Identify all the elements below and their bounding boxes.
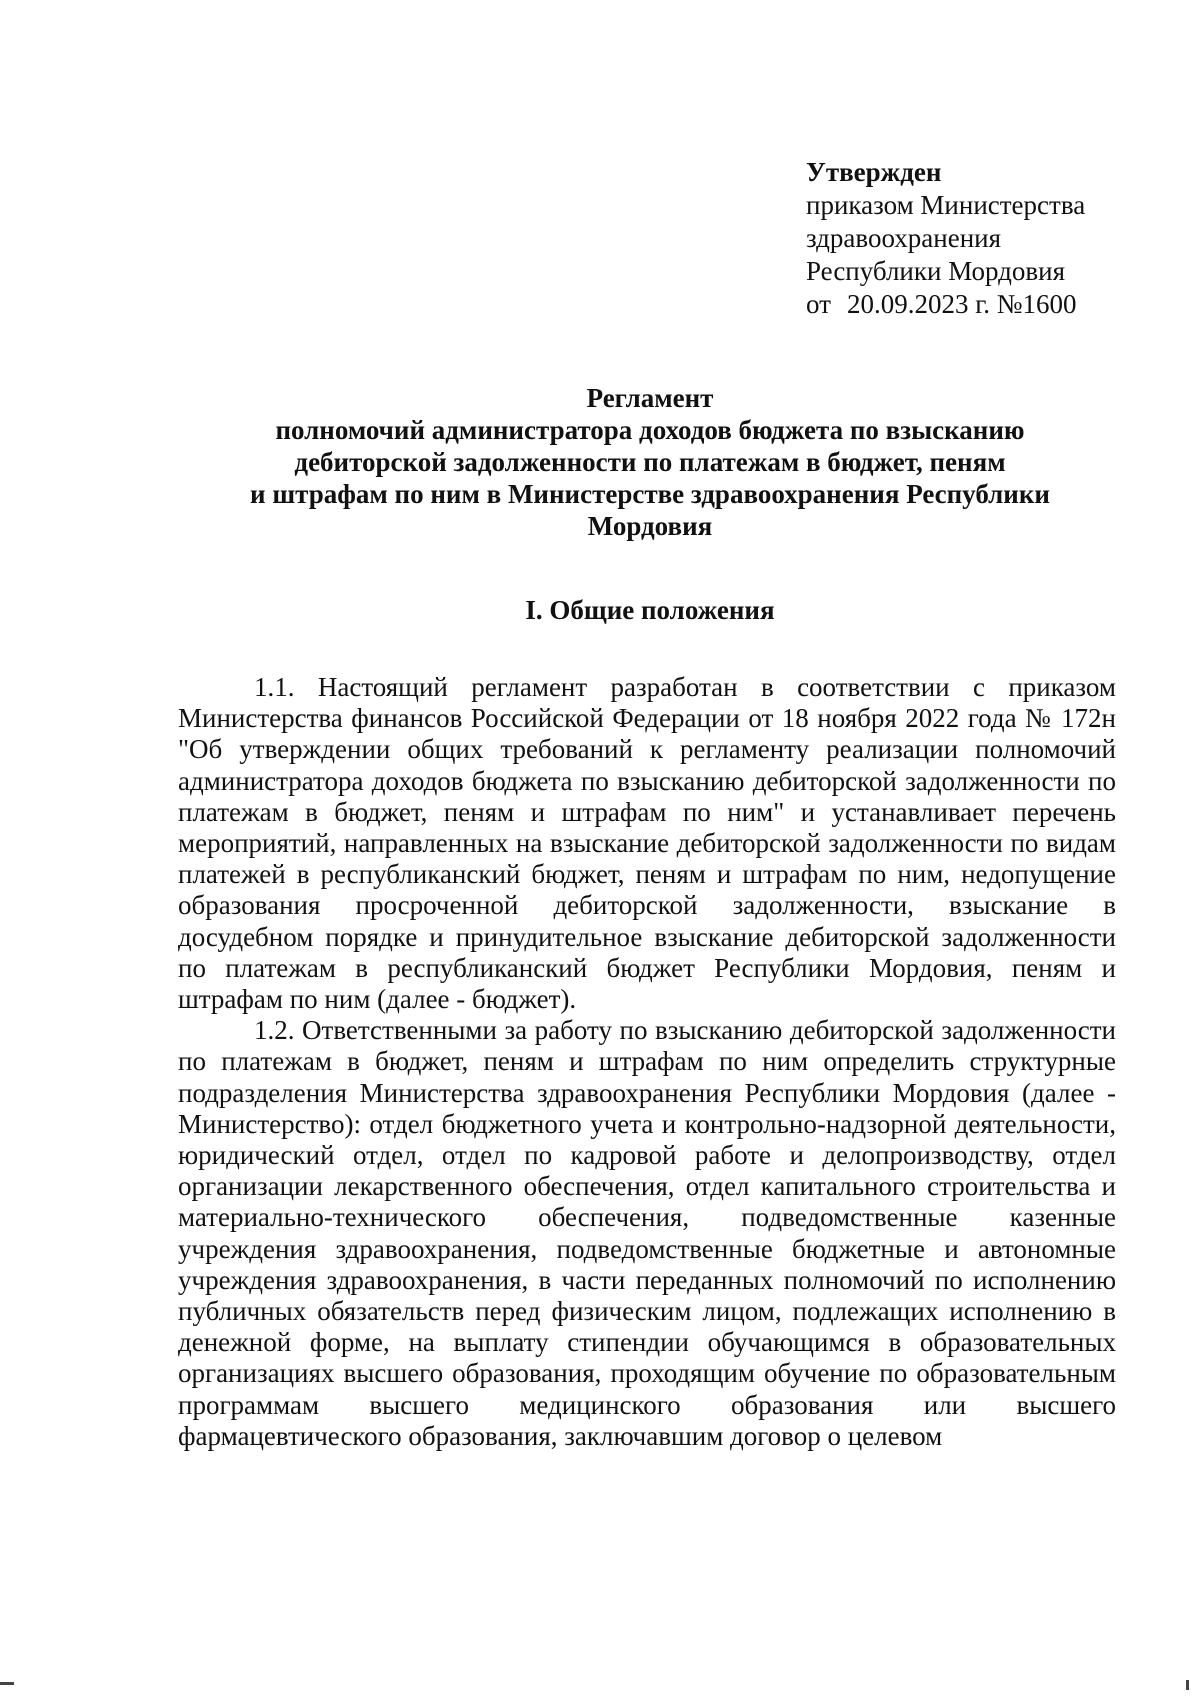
- approval-date-line: [806, 288, 1166, 321]
- scan-mark-left: [0, 1682, 14, 1685]
- approval-line-3: Республики Мордовия: [806, 256, 1066, 286]
- paragraph-1-1: 1.1. Настоящий регламент разработан в соответствии с приказом Министерства финансов Российской Федерации от 18 ноября 2022 года № 172н "Об утверждении общих требований к регламенту реализации полномочий администратора доходов бюджета по взысканию дебиторской задолженности по платежам в бюджет, пеням и штрафам по ним" и устанавливает перечень мероприятий, направленных на взыскание дебиторской задолженности по видам платежей в республиканский бюджет, пеням и штрафам по ним, недопущение образования просроченной дебиторской задолженности, взыскание в досудебном порядке и принудительное взыскание дебиторской задолженности по платежам в республиканский бюджет Республики Мордовия, пеням и штрафам по ним (далее - бюджет).: [178, 672, 1116, 1015]
- document-title-line-3: дебиторской задолженности по платежам в бюджет, пеням: [294, 447, 1006, 477]
- document-title-line-1: Регламент: [586, 383, 714, 413]
- document-title-line-5: Мордовия: [587, 511, 713, 541]
- approval-title: Утвержден: [806, 157, 942, 187]
- approval-block: [806, 156, 1166, 321]
- approval-from-label: от: [806, 289, 831, 319]
- document-title: [210, 382, 1090, 542]
- approval-line-2: здравоохранения: [806, 223, 1002, 253]
- scan-mark-right: [1186, 1680, 1189, 1690]
- approval-date-number: 20.09.2023 г. №1600: [846, 289, 1077, 319]
- document-title-line-4: и штрафам по ним в Министерстве здравоохранения Республики: [250, 479, 1050, 509]
- section-heading: I. Общие положения: [525, 595, 775, 625]
- paragraph-1-2: 1.2. Ответственными за работу по взысканию дебиторской задолженности по платежам в бюджет, пеням и штрафам по ним определить структурные подразделения Министерства здравоохранения Республики Мордовия (далее - Министерство): отдел бюджетного учета и контрольно-надзорной деятельности, юридический отдел, отдел по кадровой работе и делопроизводству, отдел организации лекарственного обеспечения, отдел капитального строительства и материально-технического обеспечения, подведомственные казенные учреждения здравоохранения, подведомственные бюджетные и автономные учреждения здравоохранения, в части переданных полномочий по исполнению публичных обязательств перед физическим лицом, подлежащих исполнению в денежной форме, на выплату стипендии обучающимся в образовательных организациях высшего образования, проходящим обучение по образовательным программам высшего медицинского образования или высшего фармацевтического образования, заключавшим договор о целевом: [178, 1015, 1116, 1451]
- approval-line-1: приказом Министерства: [806, 190, 1086, 220]
- document-body: [178, 672, 1116, 1452]
- document-title-line-2: полномочий администратора доходов бюджета по взысканию: [275, 415, 1025, 445]
